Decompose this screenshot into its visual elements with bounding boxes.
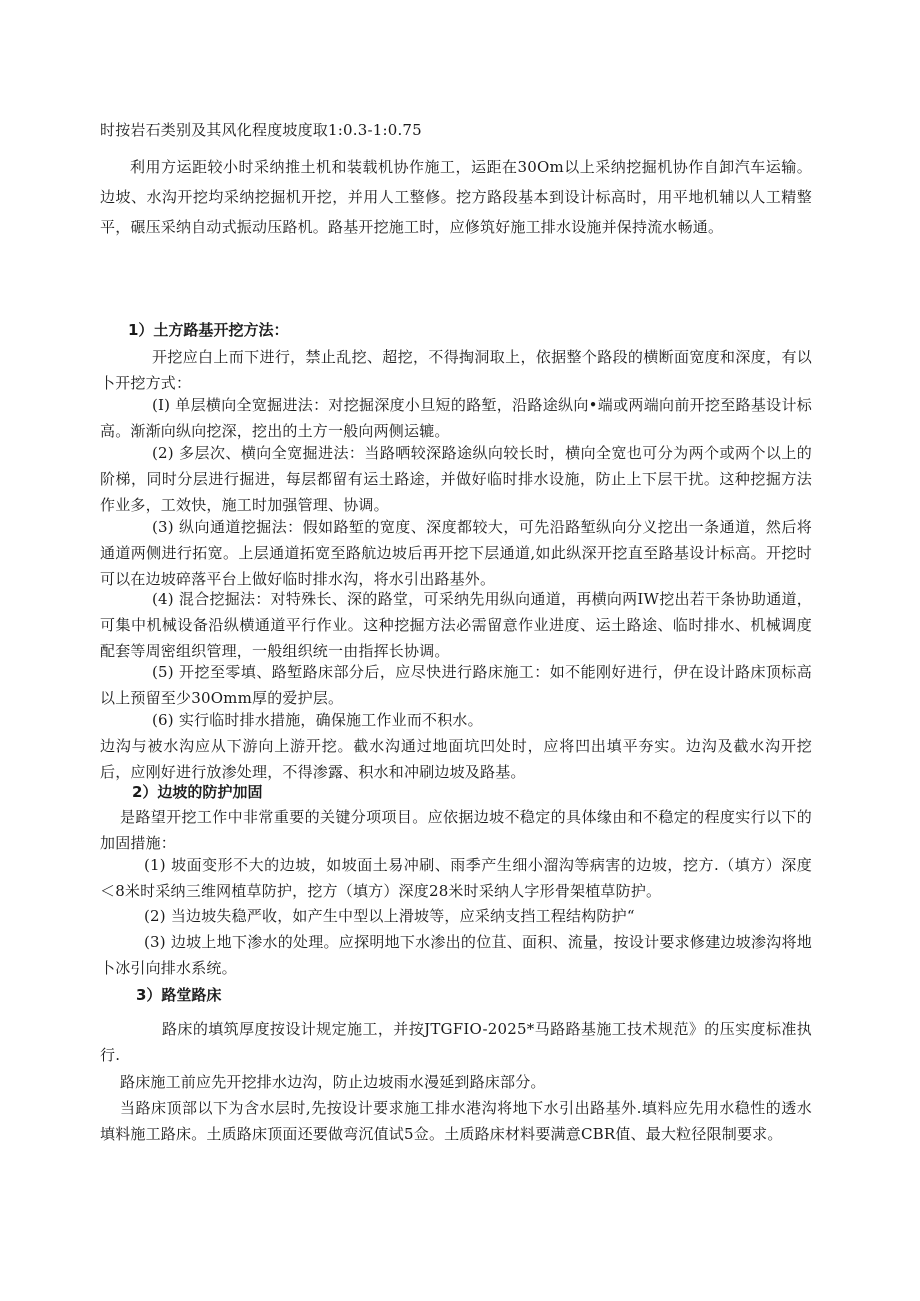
intro-paragraph: 时按岩石类别及其风化程度坡度取1:0.3-1:0.75 bbox=[100, 121, 422, 139]
subgrade-paragraph-b: 路床施工前应先开挖排水边沟，防止边坡雨水漫延到路床部分。 bbox=[120, 1073, 546, 1091]
method-item-6: (6) 实行临时排水措施，确保施工作业而不积水。 bbox=[152, 711, 483, 729]
method-item-5: (5) 开挖至零填、路堑路床部分后，应尽快进行路床施工：如不能刚好进行，伊在设计路床顶标高以上预留至少30Omm厚的爱护层。 bbox=[100, 663, 812, 707]
subgrade-paragraph-c: 当路床顶部以下为含水层时,先按设计要求施工排水港沟将地下水引出路基外.填料应先用水稳性的透水填料施工路床。土质路床顶面还要做弯沉值试5佥。土质路床材料要满意CBR值、最大粒径限制要求。 bbox=[100, 1099, 812, 1143]
slope-item-3: (3) 边坡上地下渗水的处理。应探明地下水渗出的位苴、面积、流量，按设计要求修建边坡渗沟将地卜冰引向排水系统。 bbox=[100, 933, 812, 977]
heading-earthwork-excavation: 1）土方路基开挖方法： bbox=[128, 321, 289, 339]
heading-subgrade-bed: 3）路堂路床 bbox=[136, 986, 222, 1004]
earthwork-intro-paragraph: 开挖应白上而下进行，禁止乱挖、超挖，不得掏洞取上，依据整个路段的横断面宽度和深度，有以卜开挖方式： bbox=[100, 348, 812, 392]
slope-item-2: (2) 当边坡失稳严收，如产生中型以上滑坡等，应采纳支挡工程结构防护“ bbox=[144, 907, 635, 925]
subgrade-paragraph-a: 路床的填筑厚度按设计规定施工，并按JTGFIO-2025*马路路基施工技术规范》的压实度标准执行. bbox=[100, 1020, 812, 1064]
transport-paragraph: 利用方运距较小时采纳推土机和装载机协作施工，运距在30Om以上采纳挖掘机协作自卸汽车运输。边坡、水沟开挖均采纳挖掘机开挖，并用人工整修。挖方路段基本到设计标高时，用平地机辅以人工精整平，碾压采纳自动式振动压路机。路基开挖施工时，应修筑好施工排水设施并保持流水畅通。 bbox=[100, 158, 812, 236]
heading-slope-protection: 2）边坡的防护加固 bbox=[132, 783, 263, 801]
method-item-2: (2) 多层次、横向全宽掘进法：当路哂较深路途纵向较长时，横向全宽也可分为两个或两个以上的阶梯，同时分层进行掘进，每层都留有运土路途，并做好临时排水设施，防止上下层干扰。这种挖掘方法作业多，工效快，施工时加强管理、协调。 bbox=[100, 444, 812, 514]
method-item-3: (3) 纵向通道挖掘法：假如路堑的宽度、深度都较大，可先沿路堑纵向分义挖出一条通道，然后将通道两侧进行拓宽。上层通道拓宽至路航边坡后再开挖下层通道,如此纵深开挖直至路基设计标高。开挖时可以在边坡碎落平台上做好临时排水沟，将水引出路基外。 bbox=[100, 518, 812, 588]
method-item-1: (I) 单层横向全宽掘进法：对挖掘深度小旦短的路堑，沿路途纵向•端或两端向前开挖至路基设计标高。渐渐向纵向挖深，挖出的土方一般向两侧运辘。 bbox=[100, 396, 812, 440]
drainage-paragraph: 边沟与被水沟应从下游向上游开挖。截水沟通过地面坑凹处时，应将凹出填平夯实。边沟及截水沟开挖后，应刚好进行放渗处理，不得渗露、积水和冲刷边坡及路基。 bbox=[100, 737, 812, 781]
slope-item-1: (1) 坡面变形不大的边坡，如坡面土易冲刷、雨季产生细小溜沟等病害的边坡，挖方.（填方）深度＜8米时采纳三维网植草防护，挖方（填方）深度28米时采纳人字形骨架植草防护。 bbox=[100, 856, 812, 900]
slope-intro-paragraph: 是路望开挖工作中非常重要的关键分项项目。应依据边坡不稳定的具体缘由和不稳定的程度实行以下的加固措施： bbox=[100, 808, 812, 852]
method-item-4: (4) 混合挖掘法：对特殊长、深的路堂，可采纳先用纵向通道，再横向两IW挖出若干条协助通道，可集中机械设备沿纵横通道平行作业。这种挖掘方法必需留意作业进度、运土路途、临时排水、机械调度配套等周密组织管理，一般组织统一由指挥长协调。 bbox=[100, 590, 812, 660]
